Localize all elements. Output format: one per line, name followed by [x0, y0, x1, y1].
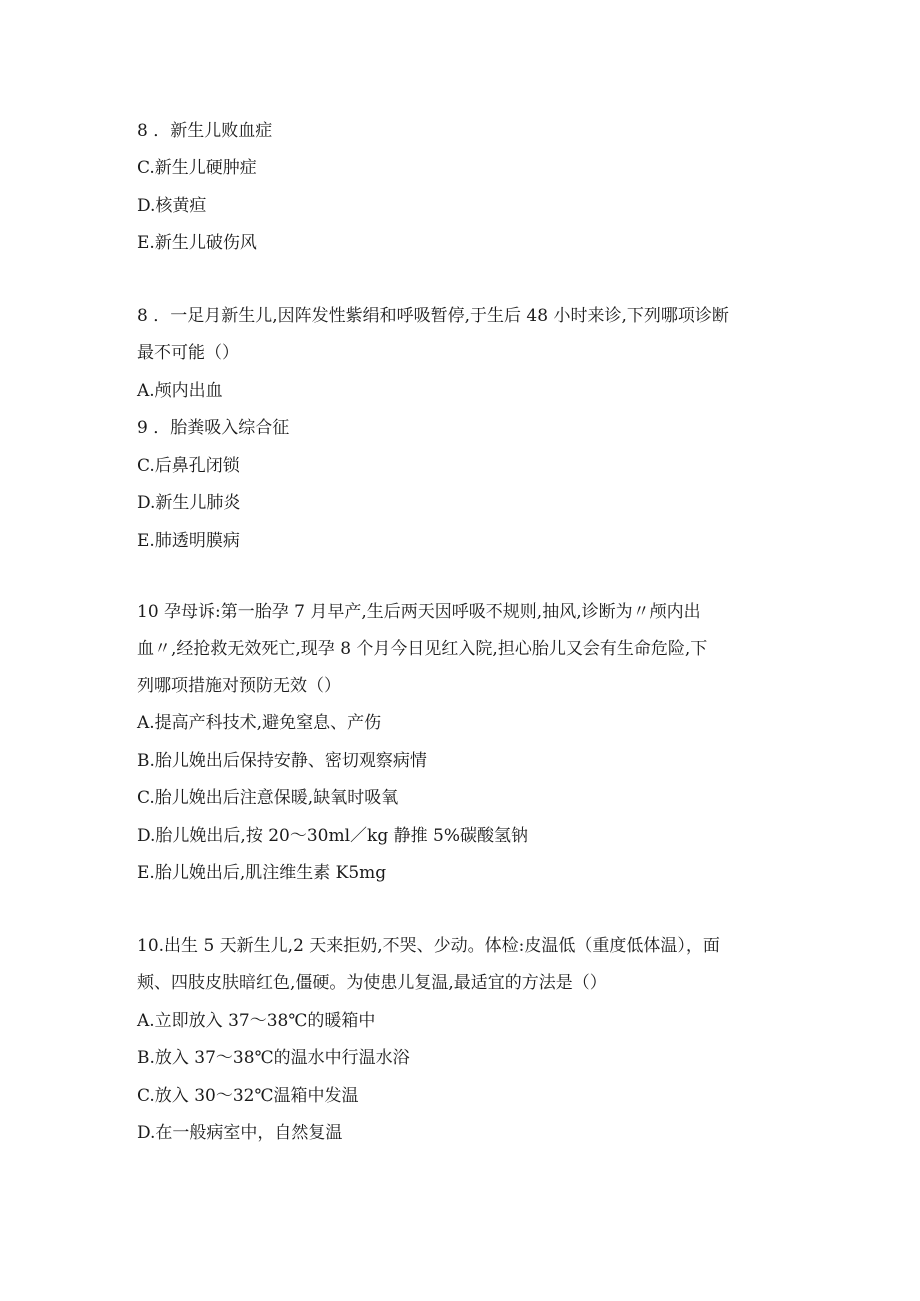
- option-line: C.新生儿硬肿症: [137, 158, 257, 178]
- option-line: B.放入 37～38℃的温水中行温水浴: [137, 1048, 410, 1068]
- option-line: A.立即放入 37～38℃的暖箱中: [137, 1011, 376, 1031]
- option-line: D.胎儿娩出后,按 20～30ml／kg 静推 5%碳酸氢钠: [137, 826, 529, 846]
- option-line: 8 ．新生儿败血症: [137, 121, 273, 141]
- option-line: D.核黄疸: [137, 196, 207, 216]
- option-line: 9 ．胎粪吸入综合征: [137, 418, 290, 438]
- question-line: 颊、四肢皮肤暗红色,僵硬。为使患儿复温,最适宜的方法是（）: [137, 973, 607, 993]
- option-line: C.后鼻孔闭锁: [137, 456, 240, 476]
- question-line: 血〃,经抢救无效死亡,现孕 8 个月今日见红入院,担心胎儿又会有生命危险,下: [137, 639, 708, 659]
- option-line: E.新生儿破伤风: [137, 233, 257, 253]
- option-line: C.放入 30～32℃温箱中发温: [137, 1086, 359, 1106]
- option-line: B.胎儿娩出后保持安静、密切观察病情: [137, 751, 427, 771]
- question-line: 最不可能（）: [137, 343, 239, 363]
- question-line: 10 孕母诉:第一胎孕 7 月早产,生后两天因呼吸不规则,抽风,诊断为〃颅内出: [137, 602, 701, 622]
- question-line: 8 ．一足月新生儿,因阵发性紫绢和呼吸暂停,于生后 48 小时来诊,下列哪项诊断: [137, 306, 729, 326]
- option-line: A.提高产科技术,避免窒息、产伤: [137, 713, 382, 733]
- option-line: C.胎儿娩出后注意保暖,缺氧时吸氧: [137, 788, 399, 808]
- option-line: D.新生儿肺炎: [137, 493, 241, 513]
- question-line: 列哪项措施对预防无效（）: [137, 676, 341, 696]
- option-line: D.在一般病室中，自然复温: [137, 1123, 343, 1143]
- option-line: E.肺透明膜病: [137, 531, 240, 551]
- question-line: 10.出生 5 天新生儿,2 天来拒奶,不哭、少动。体检:皮温低（重度低体温），面: [137, 936, 720, 956]
- option-line: A.颅内出血: [137, 381, 223, 401]
- option-line: E.胎儿娩出后,肌注维生素 K5mg: [137, 863, 387, 883]
